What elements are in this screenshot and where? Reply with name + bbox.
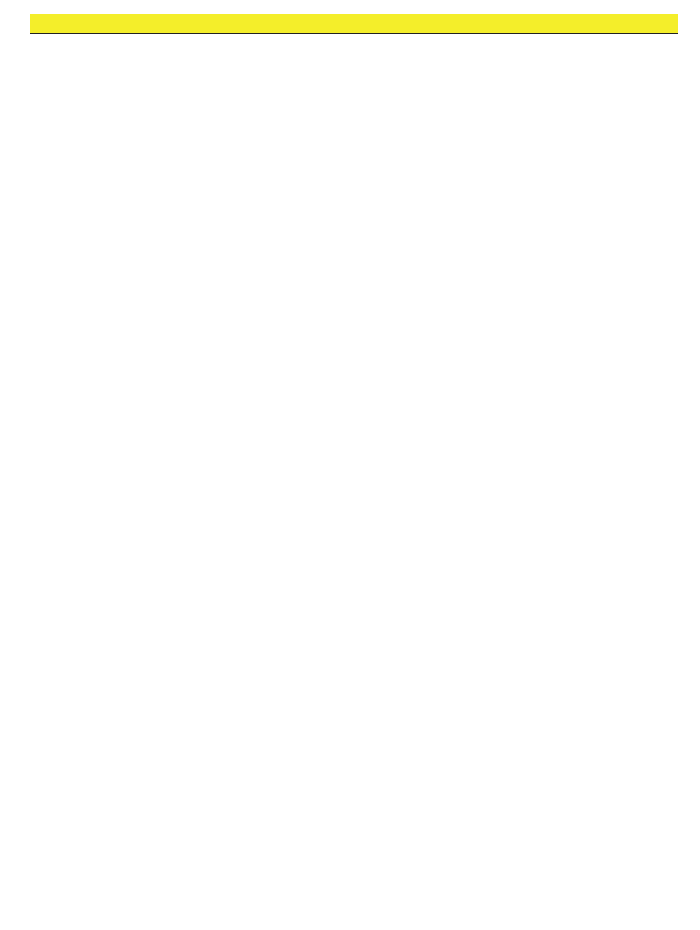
results-document xyxy=(30,14,678,34)
table-header xyxy=(30,14,678,34)
